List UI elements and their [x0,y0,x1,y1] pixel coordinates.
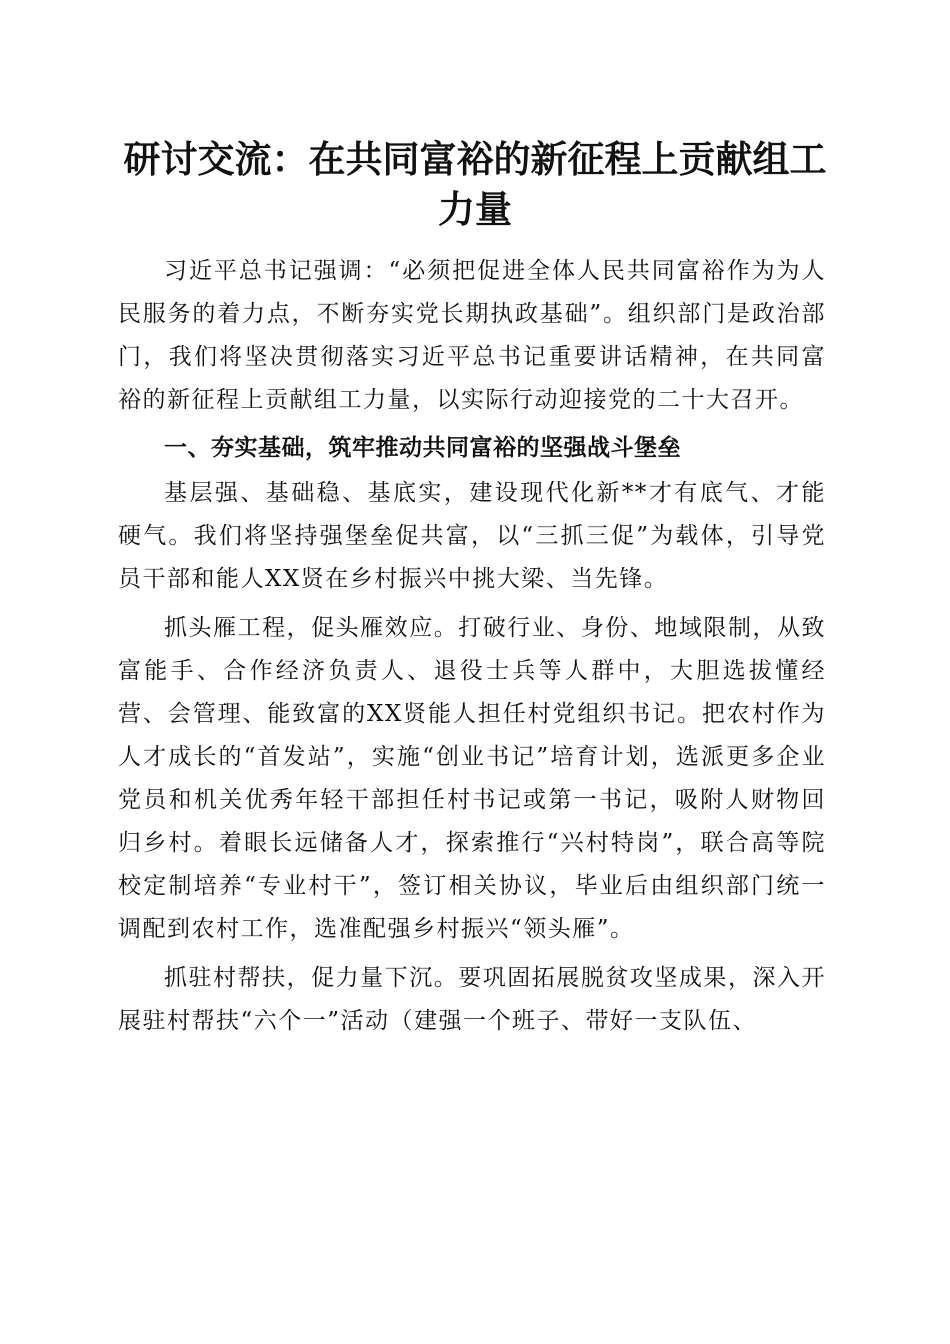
section-heading-1: 一、夯实基础，筑牢推动共同富裕的坚强战斗堡垒 [164,435,681,461]
body-paragraph: 抓驻村帮扶，促力量下沉。要巩固拓展脱贫攻坚成果，深入开展驻村帮扶“六个一”活动（建强一个班子、带好一支队伍、 [118,965,826,1034]
intro-paragraph: 习近平总书记强调：“必须把促进全体人民共同富裕作为为人民服务的着力点，不断夯实党长期执政基础”。组织部门是政治部门，我们将坚决贯彻落实习近平总书记重要讲话精神，在共同富裕的新征程上贡献组工力量，以实际行动迎接党的二十大召开。 [118,258,826,413]
document-title: 研讨交流：在共同富裕的新征程上贡献组工力量 [123,137,827,231]
document-body [118,250,826,1043]
body-paragraph: 抓头雁工程，促头雁效应。打破行业、身份、地域限制，从致富能手、合作经济负责人、退役士兵等人群中，大胆选拔懂经营、会管理、能致富的XX贤能人担任村党组织书记。把农村作为人才成长的“首发站”，实施“创业书记”培育计划，选派更多企业党员和机关优秀年轻干部担任村书记或第一书记，吸附人财物回归乡村。着眼长远储备人才，探索推行“兴村特岗”，联合高等院校定制培养“专业村干”，签订相关协议，毕业后由组织部门统一调配到农村工作，选准配强乡村振兴“领头雁”。 [118,615,826,942]
body-paragraph: 基层强、基础稳、基底实，建设现代化新**才有底气、才能硬气。我们将坚持强堡垒促共富，以“三抓三促”为载体，引导党员干部和能人XX贤在乡村振兴中挑大梁、当先锋。 [118,480,826,592]
